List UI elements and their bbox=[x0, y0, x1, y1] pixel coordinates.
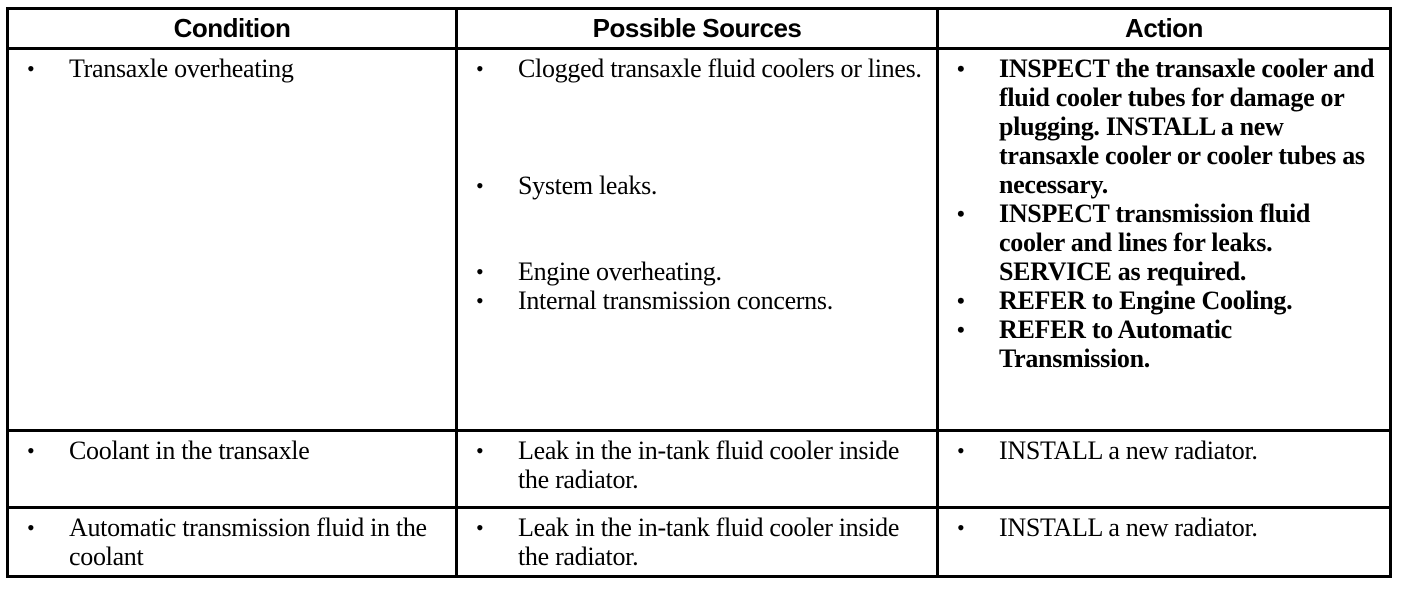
bullet-icon: • bbox=[27, 438, 35, 463]
source-text: Leak in the in-tank fluid cooler inside the radiator. bbox=[518, 436, 900, 494]
condition-text: Automatic transmission fluid in the coolant bbox=[69, 513, 427, 571]
bullet-icon: • bbox=[957, 438, 965, 463]
table-row bbox=[8, 49, 1391, 431]
bullet-icon: • bbox=[476, 288, 484, 313]
list-item bbox=[953, 199, 1381, 286]
action-text: REFER to Engine Cooling. bbox=[999, 286, 1293, 315]
sources-list bbox=[472, 436, 928, 494]
list-item bbox=[472, 171, 928, 200]
action-cell bbox=[938, 49, 1391, 431]
action-list bbox=[953, 436, 1381, 465]
diagnosis-table bbox=[6, 7, 1392, 578]
bullet-icon: • bbox=[27, 56, 35, 81]
list-item bbox=[953, 315, 1381, 373]
table-header-row bbox=[8, 9, 1391, 49]
header-possible-sources: Possible Sources bbox=[457, 9, 938, 49]
source-text: Clogged transaxle fluid coolers or lines. bbox=[518, 54, 922, 83]
source-text: Internal transmission concerns. bbox=[518, 286, 833, 315]
source-text: System leaks. bbox=[518, 171, 658, 200]
bullet-icon: • bbox=[957, 201, 965, 226]
source-text: Leak in the in-tank fluid cooler inside the radiator. bbox=[518, 513, 900, 571]
action-text: INSPECT the transaxle cooler and fluid cooler tubes for damage or plugging. INSTALL a new transaxle cooler or cooler tubes as necessary. bbox=[999, 54, 1375, 199]
bullet-icon: • bbox=[476, 173, 484, 198]
list-item bbox=[472, 257, 928, 286]
list-item bbox=[953, 54, 1381, 199]
table-row bbox=[8, 431, 1391, 508]
header-condition: Condition bbox=[8, 9, 457, 49]
list-item bbox=[472, 513, 928, 571]
condition-cell bbox=[8, 508, 457, 577]
action-text: INSTALL a new radiator. bbox=[999, 436, 1258, 465]
action-text: INSPECT transmission fluid cooler and lines for leaks. SERVICE as required. bbox=[999, 199, 1311, 286]
list-item bbox=[23, 436, 447, 465]
condition-text: Coolant in the transaxle bbox=[69, 436, 310, 465]
action-cell bbox=[938, 508, 1391, 577]
action-text: INSTALL a new radiator. bbox=[999, 513, 1258, 542]
bullet-icon: • bbox=[476, 515, 484, 540]
condition-cell bbox=[8, 49, 457, 431]
table-row bbox=[8, 508, 1391, 577]
source-text: Engine overheating. bbox=[518, 257, 722, 286]
action-text: REFER to Automatic Transmission. bbox=[999, 315, 1232, 373]
list-item bbox=[472, 436, 928, 494]
condition-text: Transaxle overheating bbox=[69, 54, 294, 83]
list-item bbox=[953, 436, 1381, 465]
list-item bbox=[953, 286, 1381, 315]
list-item bbox=[472, 54, 928, 83]
bullet-icon: • bbox=[476, 56, 484, 81]
sources-cell bbox=[457, 49, 938, 431]
action-list bbox=[953, 513, 1381, 542]
action-list bbox=[953, 54, 1381, 373]
bullet-icon: • bbox=[957, 317, 965, 342]
bullet-icon: • bbox=[476, 438, 484, 463]
bullet-icon: • bbox=[957, 288, 965, 313]
header-action: Action bbox=[938, 9, 1391, 49]
list-item bbox=[953, 513, 1381, 542]
condition-list bbox=[23, 513, 447, 571]
condition-list bbox=[23, 54, 447, 83]
condition-cell bbox=[8, 431, 457, 508]
list-item bbox=[472, 286, 928, 315]
sources-list bbox=[472, 54, 928, 315]
sources-cell bbox=[457, 508, 938, 577]
bullet-icon: • bbox=[476, 259, 484, 284]
list-item bbox=[23, 513, 447, 571]
list-item bbox=[23, 54, 447, 83]
sources-list bbox=[472, 513, 928, 571]
bullet-icon: • bbox=[957, 515, 965, 540]
condition-list bbox=[23, 436, 447, 465]
sources-cell bbox=[457, 431, 938, 508]
bullet-icon: • bbox=[27, 515, 35, 540]
bullet-icon: • bbox=[957, 56, 965, 81]
action-cell bbox=[938, 431, 1391, 508]
